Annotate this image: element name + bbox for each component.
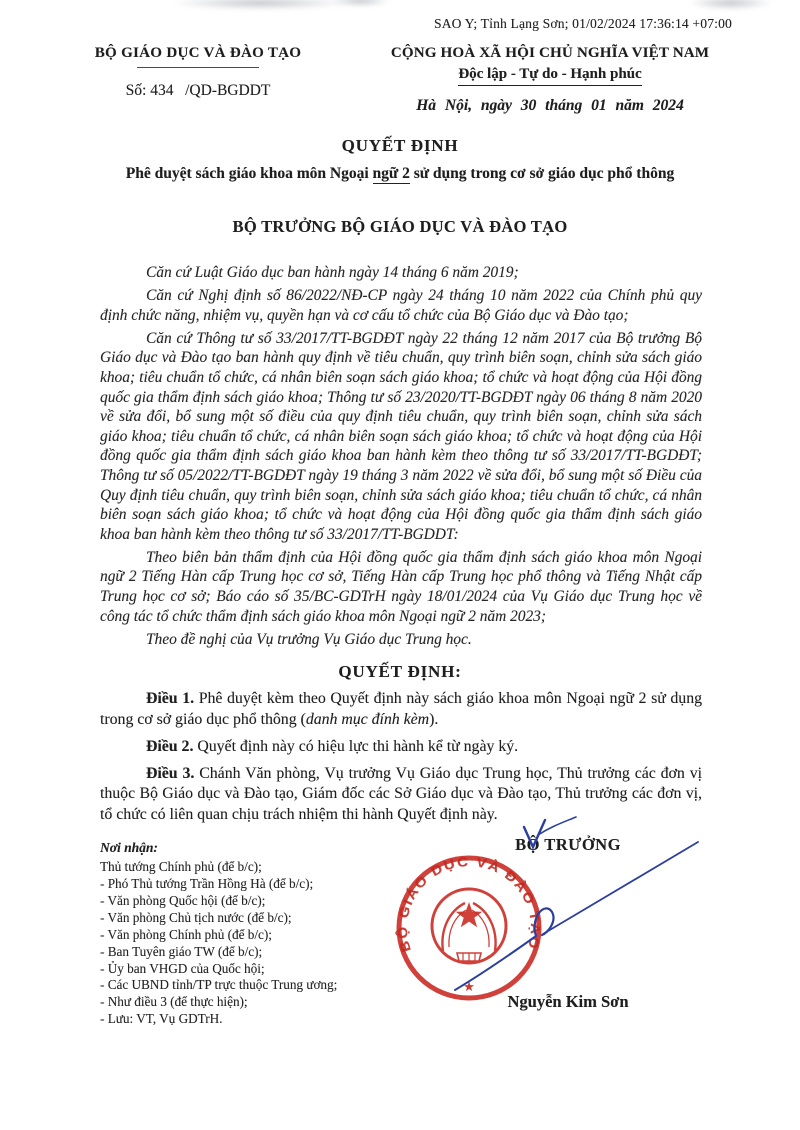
certification-stamp-line: SAO Y; Tỉnh Lạng Sơn; 01/02/2024 17:36:14 +07:00 xyxy=(434,16,732,31)
recipient-item: - Văn phòng Chính phủ (để b/c); xyxy=(100,926,272,942)
signer-title: BỘ TRƯỞNG xyxy=(515,835,621,855)
recipient-item: - Lưu: VT, Vụ GDTrH. xyxy=(100,1011,223,1027)
issuer-title: BỘ TRƯỞNG BỘ GIÁO DỤC VÀ ĐÀO TẠO xyxy=(232,217,568,236)
recipient-item: - Phó Thủ tướng Trần Hồng Hà (để b/c); xyxy=(100,875,314,891)
article-1 xyxy=(100,689,702,730)
decree-title: QUYẾT ĐỊNH xyxy=(341,136,459,155)
article-1-text: Phê duyệt kèm theo Quyết định này sách giáo khoa môn Ngoại ngữ 2 sử dụng trong cơ sở giáo dục phổ thông ( xyxy=(100,690,702,728)
ministry-seal-icon xyxy=(391,850,547,1006)
scan-artifact xyxy=(688,0,773,10)
scan-artifact xyxy=(170,0,350,10)
decree-subtitle xyxy=(0,165,800,183)
agency-underline xyxy=(137,67,259,68)
subtitle-underlined: ngữ 2 xyxy=(372,165,410,182)
preamble-paragraph: Căn cứ Thông tư số 33/2017/TT-BGDĐT ngày 22 tháng 12 năm 2017 của Bộ trưởng Bộ Giáo dục và Đào tạo ban hành quy định về tiêu chuẩn, quy trình biên soạn, chỉnh sửa sách giáo khoa; tiêu chuẩn tổ chức, cá nhân biên soạn sách giáo khoa; tổ chức và hoạt động của Hội đồng quốc gia thẩm định sách giáo khoa; Thông tư số 23/2020/TT-BGDĐT ngày 06 tháng 8 năm 2020 về sửa đổi, bổ sung một số điều của quy định tiêu chuẩn, quy trình biên soạn, chỉnh sửa sách giáo khoa; tiêu chuẩn tổ chức, cá nhân biên soạn sách giáo khoa; tổ chức và hoạt động của Hội đồng quốc gia thẩm định sách giáo khoa ban hành kèm theo thông tư số 33/2017/TT-BGDĐT; Thông tư số 05/2022/TT-BGDĐT ngày 19 tháng 3 năm 2022 về sửa đổi, bổ sung một số Điều của Quy định tiêu chuẩn, quy trình biên soạn, chỉnh sửa sách giáo khoa; tiêu chuẩn tổ chức, cá nhân biên soạn sách giáo khoa; tổ chức và hoạt động của Hội đồng quốc gia thẩm định sách giáo khoa ban hành kèm theo thông tư số 33/2017/TT-BGDDT: xyxy=(100,329,702,543)
recipient-item: Thủ tướng Chính phủ (để b/c); xyxy=(100,859,262,875)
subtitle-post: sử dụng trong cơ sở giáo dục phổ thông xyxy=(409,165,675,182)
preamble-paragraph: Theo biên bản thẩm định của Hội đồng quốc gia thẩm định sách giáo khoa môn Ngoại ngữ 2 Tiếng Hàn cấp Trung học cơ sở, Tiếng Hàn cấp Trung học phổ thông và Tiếng Nhật cấp Trung học cơ sở; Báo cáo số 35/BC-GDTrH ngày 18/01/2024 của Vụ Giáo dục Trung học về công tác tổ chức thẩm định sách giáo khoa môn Ngoại ngữ 2 năm 2023; xyxy=(100,548,702,625)
article-1-italic: danh mục đính kèm xyxy=(305,710,430,728)
article-1-label: Điều 1. xyxy=(146,690,195,708)
recipient-item: - Các UBND tỉnh/TP trực thuộc Trung ương; xyxy=(100,977,338,993)
article-3-text: Chánh Văn phòng, Vụ trưởng Vụ Giáo dục Trung học, Thủ trưởng các đơn vị thuộc Bộ Giáo dục và Đào tạo, Giám đốc các Sở Giáo dục và Đào tạo, Thủ trưởng các đơn vị, tổ chức có liên quan chịu trách nhiệm thi hành Quyết định này. xyxy=(100,765,702,823)
preamble xyxy=(100,263,702,649)
document-header xyxy=(0,45,800,115)
recipient-item: - Văn phòng Quốc hội (để b/c); xyxy=(100,892,266,908)
article-3-label: Điều 3. xyxy=(146,765,195,783)
article-3 xyxy=(100,764,702,825)
document-number: Số: 434 /QD-BGDDT xyxy=(125,82,271,99)
agency-name: BỘ GIÁO DỤC VÀ ĐÀO TẠO xyxy=(94,45,302,61)
recipient-item: - Văn phòng Chủ tịch nước (để b/c); xyxy=(100,909,292,925)
recipients-block xyxy=(100,840,430,1028)
article-2-label: Điều 2. xyxy=(146,737,194,755)
motto-line-1: CỘNG HOÀ XÃ HỘI CHỦ NGHĨA VIỆT NAM xyxy=(390,45,710,61)
decision-heading: QUYẾT ĐỊNH: xyxy=(338,662,462,682)
recipient-item: - Ban Tuyên giáo TW (để b/c); xyxy=(100,943,263,959)
preamble-paragraph: Căn cứ Luật Giáo dục ban hành ngày 14 tháng 6 năm 2019; xyxy=(146,264,519,281)
article-2 xyxy=(100,737,702,757)
scan-artifact xyxy=(330,0,390,7)
recipients-label: Nơi nhận: xyxy=(100,840,158,856)
place-and-date: Hà Nội, ngày 30 tháng 01 năm 2024 xyxy=(416,97,684,114)
recipients-list xyxy=(100,859,430,1028)
recipient-item: - Như điều 3 (để thực hiện); xyxy=(100,994,248,1010)
seal-curved-text: BỘ GIÁO DỤC VÀ ĐÀO TẠO xyxy=(394,853,544,954)
article-2-text: Quyết định này có hiệu lực thi hành kể từ ngày ký. xyxy=(193,737,519,755)
national-motto-block xyxy=(338,45,800,115)
preamble-paragraph: Theo đề nghị của Vụ trưởng Vụ Giáo dục Trung học. xyxy=(146,630,472,648)
preamble-paragraph: Căn cứ Nghị định số 86/2022/NĐ-CP ngày 24 tháng 10 năm 2022 của Chính phủ quy định chức năng, nhiệm vụ, quyền hạn và cơ cấu tổ chức của Bộ Giáo dục và Đào tạo; xyxy=(100,287,702,324)
issuing-agency-block xyxy=(58,45,338,115)
seal-bottom-star: ★ xyxy=(463,979,475,995)
article-1-post: ). xyxy=(429,710,439,728)
subtitle-pre: Phê duyệt sách giáo khoa môn Ngoại xyxy=(125,165,373,182)
signature-block xyxy=(0,832,800,1122)
title-block xyxy=(0,136,800,237)
signer-name: Nguyễn Kim Sơn xyxy=(507,992,629,1012)
articles xyxy=(100,689,702,825)
motto-line-2: Độc lập - Tự do - Hạnh phúc xyxy=(458,66,641,86)
recipient-item: - Ủy ban VHGD của Quốc hội; xyxy=(100,960,265,976)
